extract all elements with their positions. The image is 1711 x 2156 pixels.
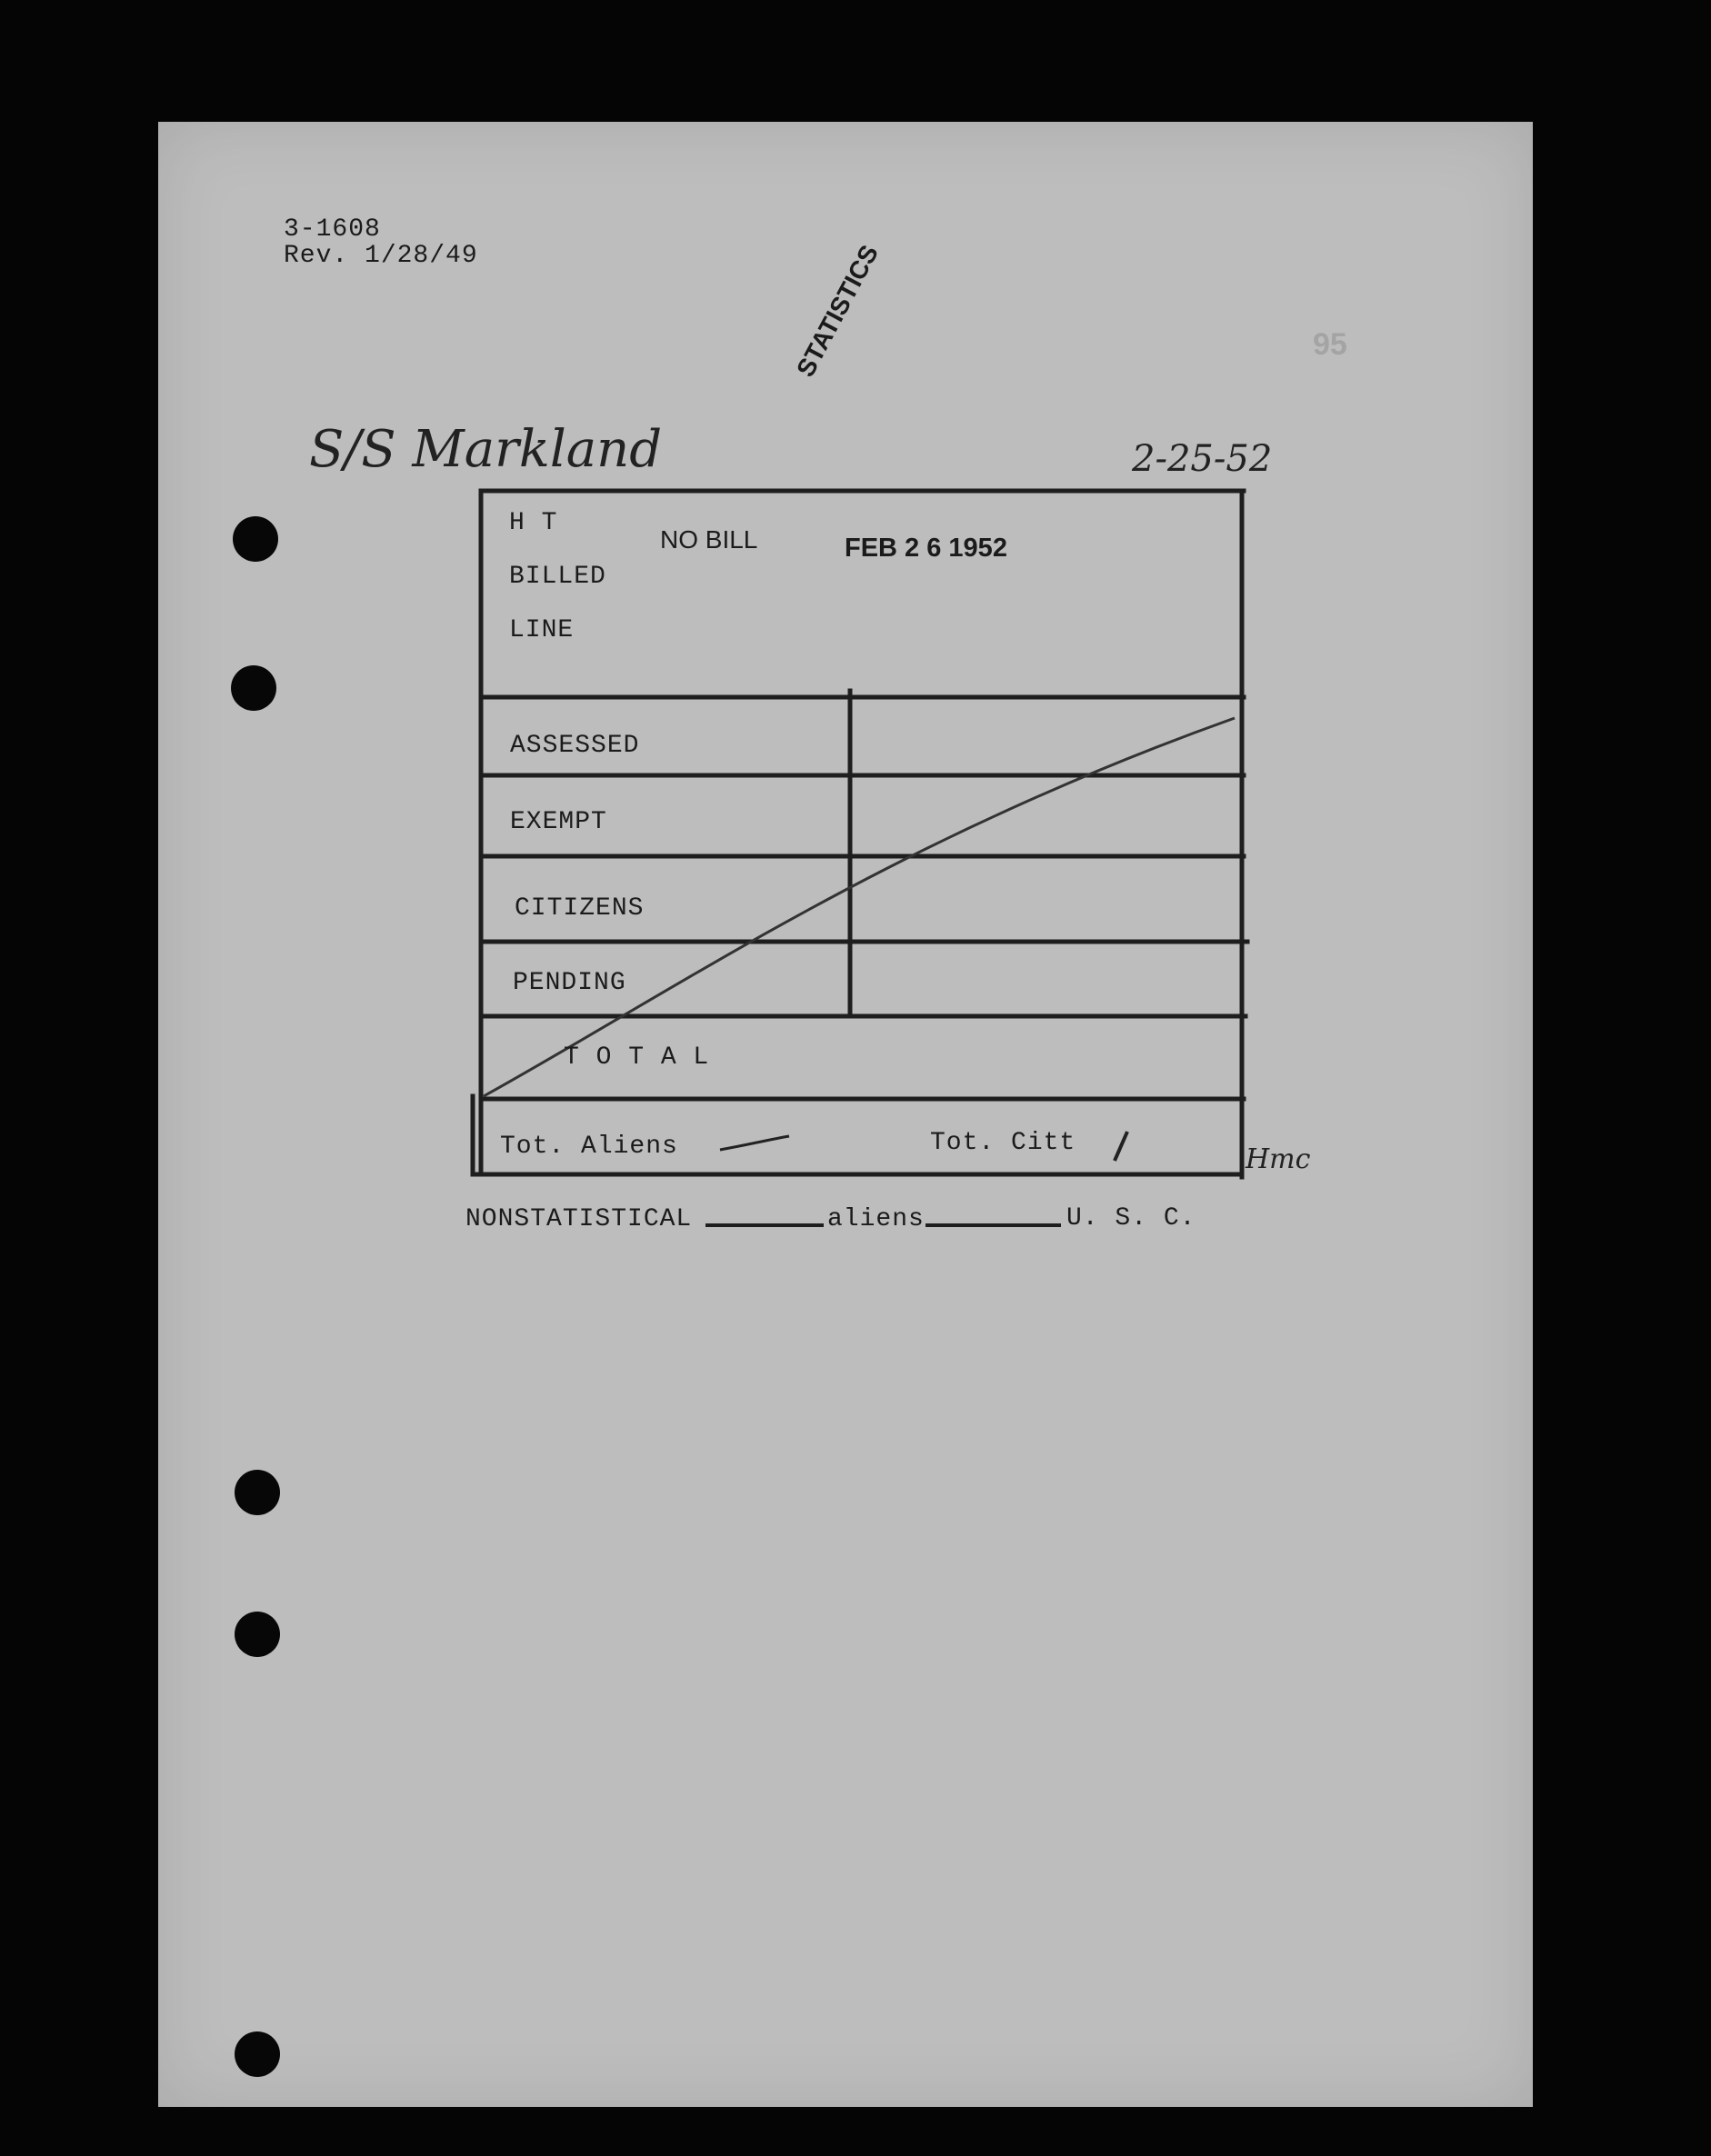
total-label: T O T A L [564, 1043, 710, 1072]
row-label-citizens: CITIZENS [515, 894, 645, 923]
row-label-exempt: EXEMPT [510, 808, 607, 836]
total-aliens-label: Tot. Aliens [500, 1133, 678, 1161]
no-bill-stamp: NO BILL [660, 525, 758, 554]
form-number: 3-1608 [284, 215, 381, 244]
handwritten-date: 2-25-52 [1132, 438, 1273, 480]
field-line: LINE [509, 616, 575, 644]
initials: Hmc [1246, 1143, 1311, 1175]
field-billed: BILLED [509, 563, 606, 591]
total-citizens-label: Tot. Citt [930, 1129, 1076, 1157]
nonstatistical-usc: U. S. C. [1066, 1204, 1196, 1233]
row-label-pending: PENDING [513, 969, 626, 997]
received-date-stamp: FEB 2 6 1952 [845, 534, 1007, 563]
statistics-stamp: STATISTICS [791, 240, 885, 382]
vessel-name: S/S Markland [309, 420, 663, 479]
nonstatistical-aliens: aliens [827, 1205, 925, 1233]
field-ht: H T [509, 509, 558, 537]
nonstatistical-label: NONSTATISTICAL [465, 1205, 693, 1233]
row-label-assessed: ASSESSED [510, 732, 640, 760]
page-number-stamp: 95 [1313, 327, 1347, 362]
form-revision: Rev. 1/28/49 [284, 242, 478, 270]
